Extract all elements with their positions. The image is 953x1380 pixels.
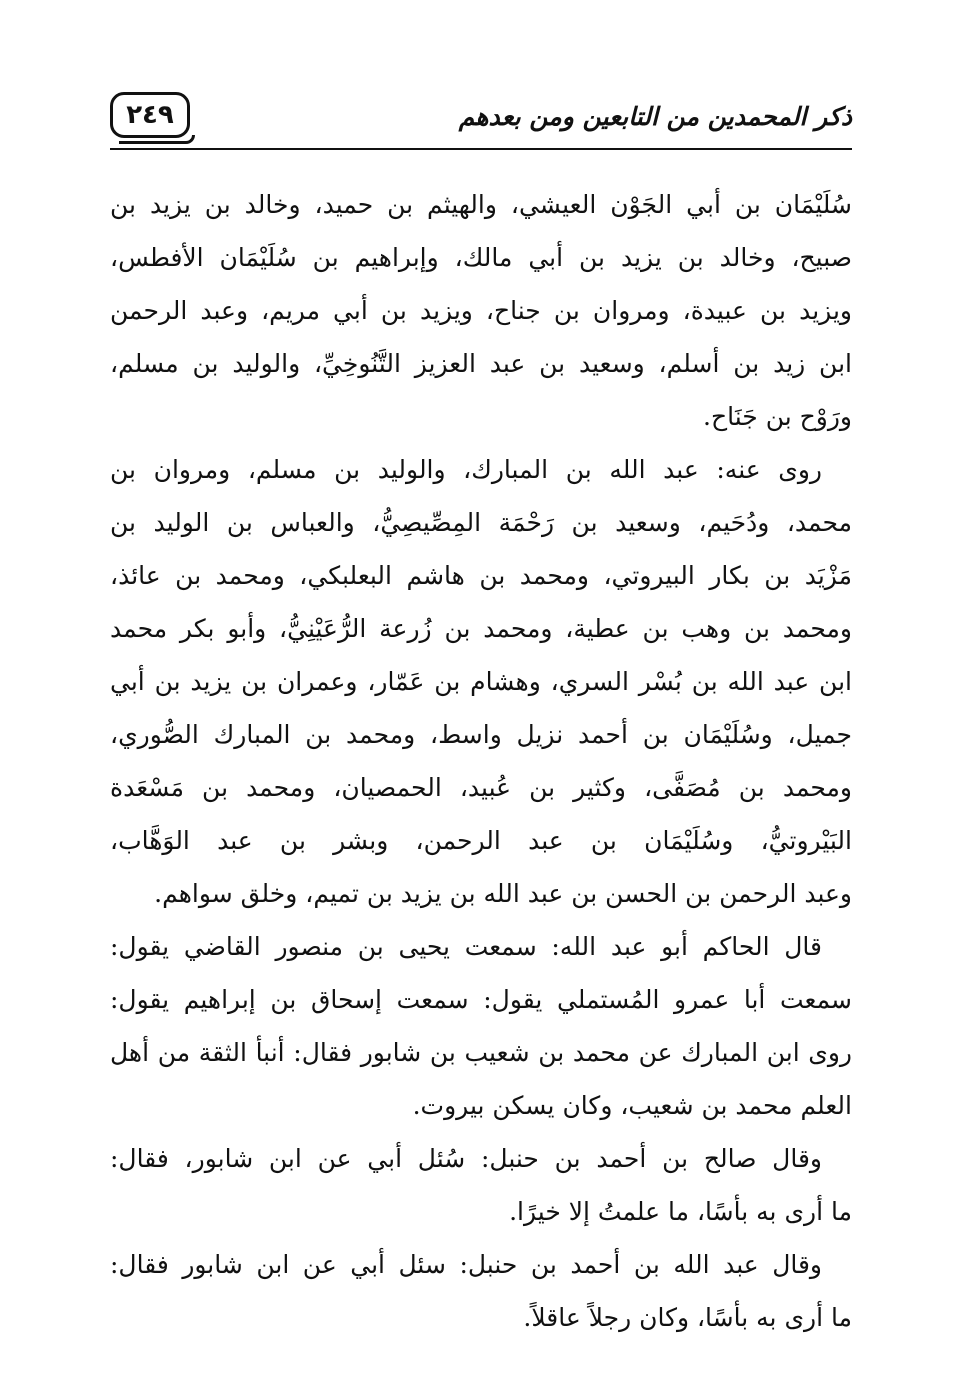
text-line: البَيْروتيُّ، وسُلَيْمَان بن عبد الرحمن، وبشر بن عبد الوَهَّاب،: [110, 826, 852, 855]
text-line: العلم محمد بن شعيب، وكان يسكن بيروت.: [412, 1091, 852, 1120]
text-line: قال الحاكم أبو عبد الله: سمعت يحيى بن منصور القاضي يقول:: [110, 932, 822, 961]
text-line: ومحمد بن وهب بن عطية، ومحمد بن زُرعة الرُّعَيْنِيُّ، وأبو بكر محمد: [110, 614, 852, 643]
header-rule: [110, 148, 852, 150]
text-line: ورَوْح بن جَنَاح.: [703, 402, 852, 431]
text-line: جميل، وسُلَيْمَان بن أحمد نزيل واسط، ومحمد بن المبارك الصُّوري،: [110, 720, 852, 749]
text-line: ما أرى به بأسًا، ما علمتُ إلا خيرًا.: [509, 1197, 852, 1226]
text-line: وقال عبد الله بن أحمد بن حنبل: سئل أبي عن ابن شابور فقال:: [110, 1250, 822, 1279]
text-line: ومحمد بن مُصَفَّى، وكثير بن عُبيد، الحمصيان، ومحمد بن مَسْعَدة: [110, 773, 852, 802]
text-line: محمد، ودُحَيم، وسعيد بن رَحْمَة المِصِّيصِيُّ، والعباس بن الوليد بن: [110, 508, 852, 537]
text-line: مَزْيَد بن بكار البيروتي، ومحمد بن هاشم البعلبكي، ومحمد بن عائذ،: [110, 561, 852, 590]
text-line: روى ابن المبارك عن محمد بن شعيب بن شابور فقال: أنبأ الثقة من أهل: [110, 1038, 852, 1067]
text-line: ويزيد بن عبيدة، ومروان بن جناح، ويزيد بن أبي مريم، وعبد الرحمن: [110, 296, 852, 325]
text-line: وعبد الرحمن بن الحسن بن عبد الله بن يزيد بن تميم، وخلق سواهم.: [154, 879, 852, 908]
text-line: سُلَيْمَان بن أبي الجَوْن العيشي، والهيثم بن حميد، وخالد بن يزيد بن: [110, 190, 852, 219]
text-line: روى عنه: عبد الله بن المبارك، والوليد بن مسلم، ومروان بن: [110, 455, 822, 484]
text-line: صبيح، وخالد بن يزيد بن أبي مالك، وإبراهيم بن سُلَيْمَان الأفطس،: [110, 243, 852, 272]
running-title: ذكر المحمدين من التابعين ومن بعدهم: [458, 102, 852, 131]
text-line: ما أرى به بأسًا، وكان رجلاً عاقلاً.: [523, 1303, 852, 1332]
text-line: وقال صالح بن أحمد بن حنبل: سُئل أبي عن ابن شابور، فقال:: [110, 1144, 822, 1173]
text-line: ابن زيد بن أسلم، وسعيد بن عبد العزيز التَّنُوخِيِّ، والوليد بن مسلم،: [110, 349, 852, 378]
text-line: ابن عبد الله بن بُسْر السري، وهشام بن عَمّار، وعمران بن يزيد بن أبي: [110, 667, 852, 696]
page-header: [110, 88, 852, 154]
text-line: سمعت أبا عمرو المُستملي يقول: سمعت إسحاق بن إبراهيم يقول:: [110, 985, 852, 1014]
body-text: [110, 178, 852, 1344]
page-number: ٢٤٩: [110, 92, 190, 138]
